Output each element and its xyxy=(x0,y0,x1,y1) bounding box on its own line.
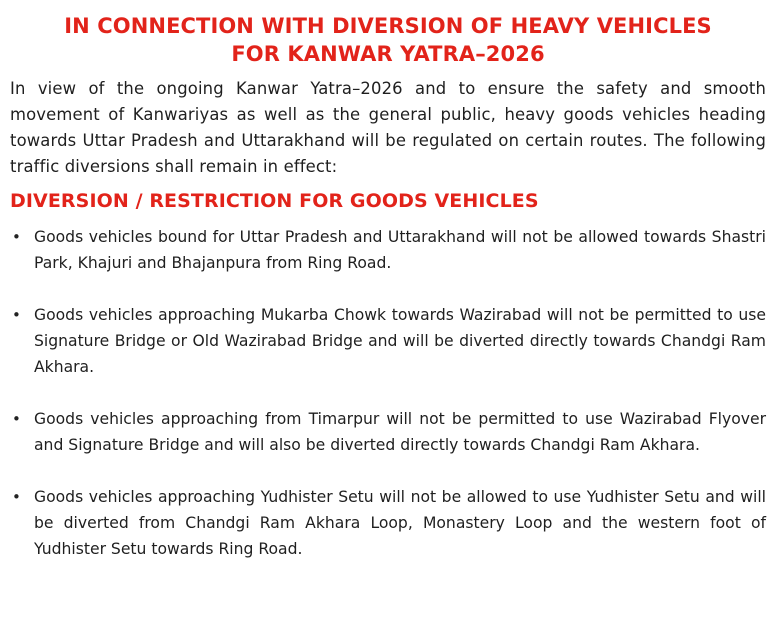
bullet-icon: • xyxy=(12,228,21,246)
diversion-text: Goods vehicles approaching Yudhister Setu will not be allowed to use Yudhister Setu and will be diverted from Chandgi Ram Akhara Loop, Monastery Loop and the western foot of Yudhister Setu towards Ring Road. xyxy=(34,488,766,558)
intro-paragraph: In view of the ongoing Kanwar Yatra–2026 and to ensure the safety and smooth movement of Kanwariyas as well as the general public, heavy goods vehicles heading towards Uttar Pradesh and Uttarakhand will be regulated on certain routes. The following traffic diversions shall remain in effect: xyxy=(10,79,766,176)
notice-title-line-2: FOR KANWAR YATRA–2026 xyxy=(231,42,545,66)
diversion-item-2 xyxy=(10,302,766,380)
bullet-icon: • xyxy=(12,306,21,324)
bullet-icon: • xyxy=(12,488,21,506)
diversion-text: Goods vehicles bound for Uttar Pradesh and Uttarakhand will not be allowed towards Shastri Park, Khajuri and Bhajanpura from Ring Road. xyxy=(34,228,766,272)
bullet-icon: • xyxy=(12,410,21,428)
diversion-item-3 xyxy=(10,406,766,458)
diversion-text: Goods vehicles approaching from Timarpur will not be permitted to use Wazirabad Flyover and Signature Bridge and will also be diverted directly towards Chandgi Ram Akhara. xyxy=(34,410,766,454)
diversion-list xyxy=(10,224,766,562)
notice-title-line-1: IN CONNECTION WITH DIVERSION OF HEAVY VEHICLES xyxy=(64,14,712,38)
diversion-item-4 xyxy=(10,484,766,562)
notice-title xyxy=(10,12,766,68)
diversion-text: Goods vehicles approaching Mukarba Chowk towards Wazirabad will not be permitted to use Signature Bridge or Old Wazirabad Bridge and will be diverted directly towards Chandgi Ram Akhara. xyxy=(34,306,766,376)
section-heading: DIVERSION / RESTRICTION FOR GOODS VEHICLES xyxy=(10,190,539,212)
diversion-item-1 xyxy=(10,224,766,276)
